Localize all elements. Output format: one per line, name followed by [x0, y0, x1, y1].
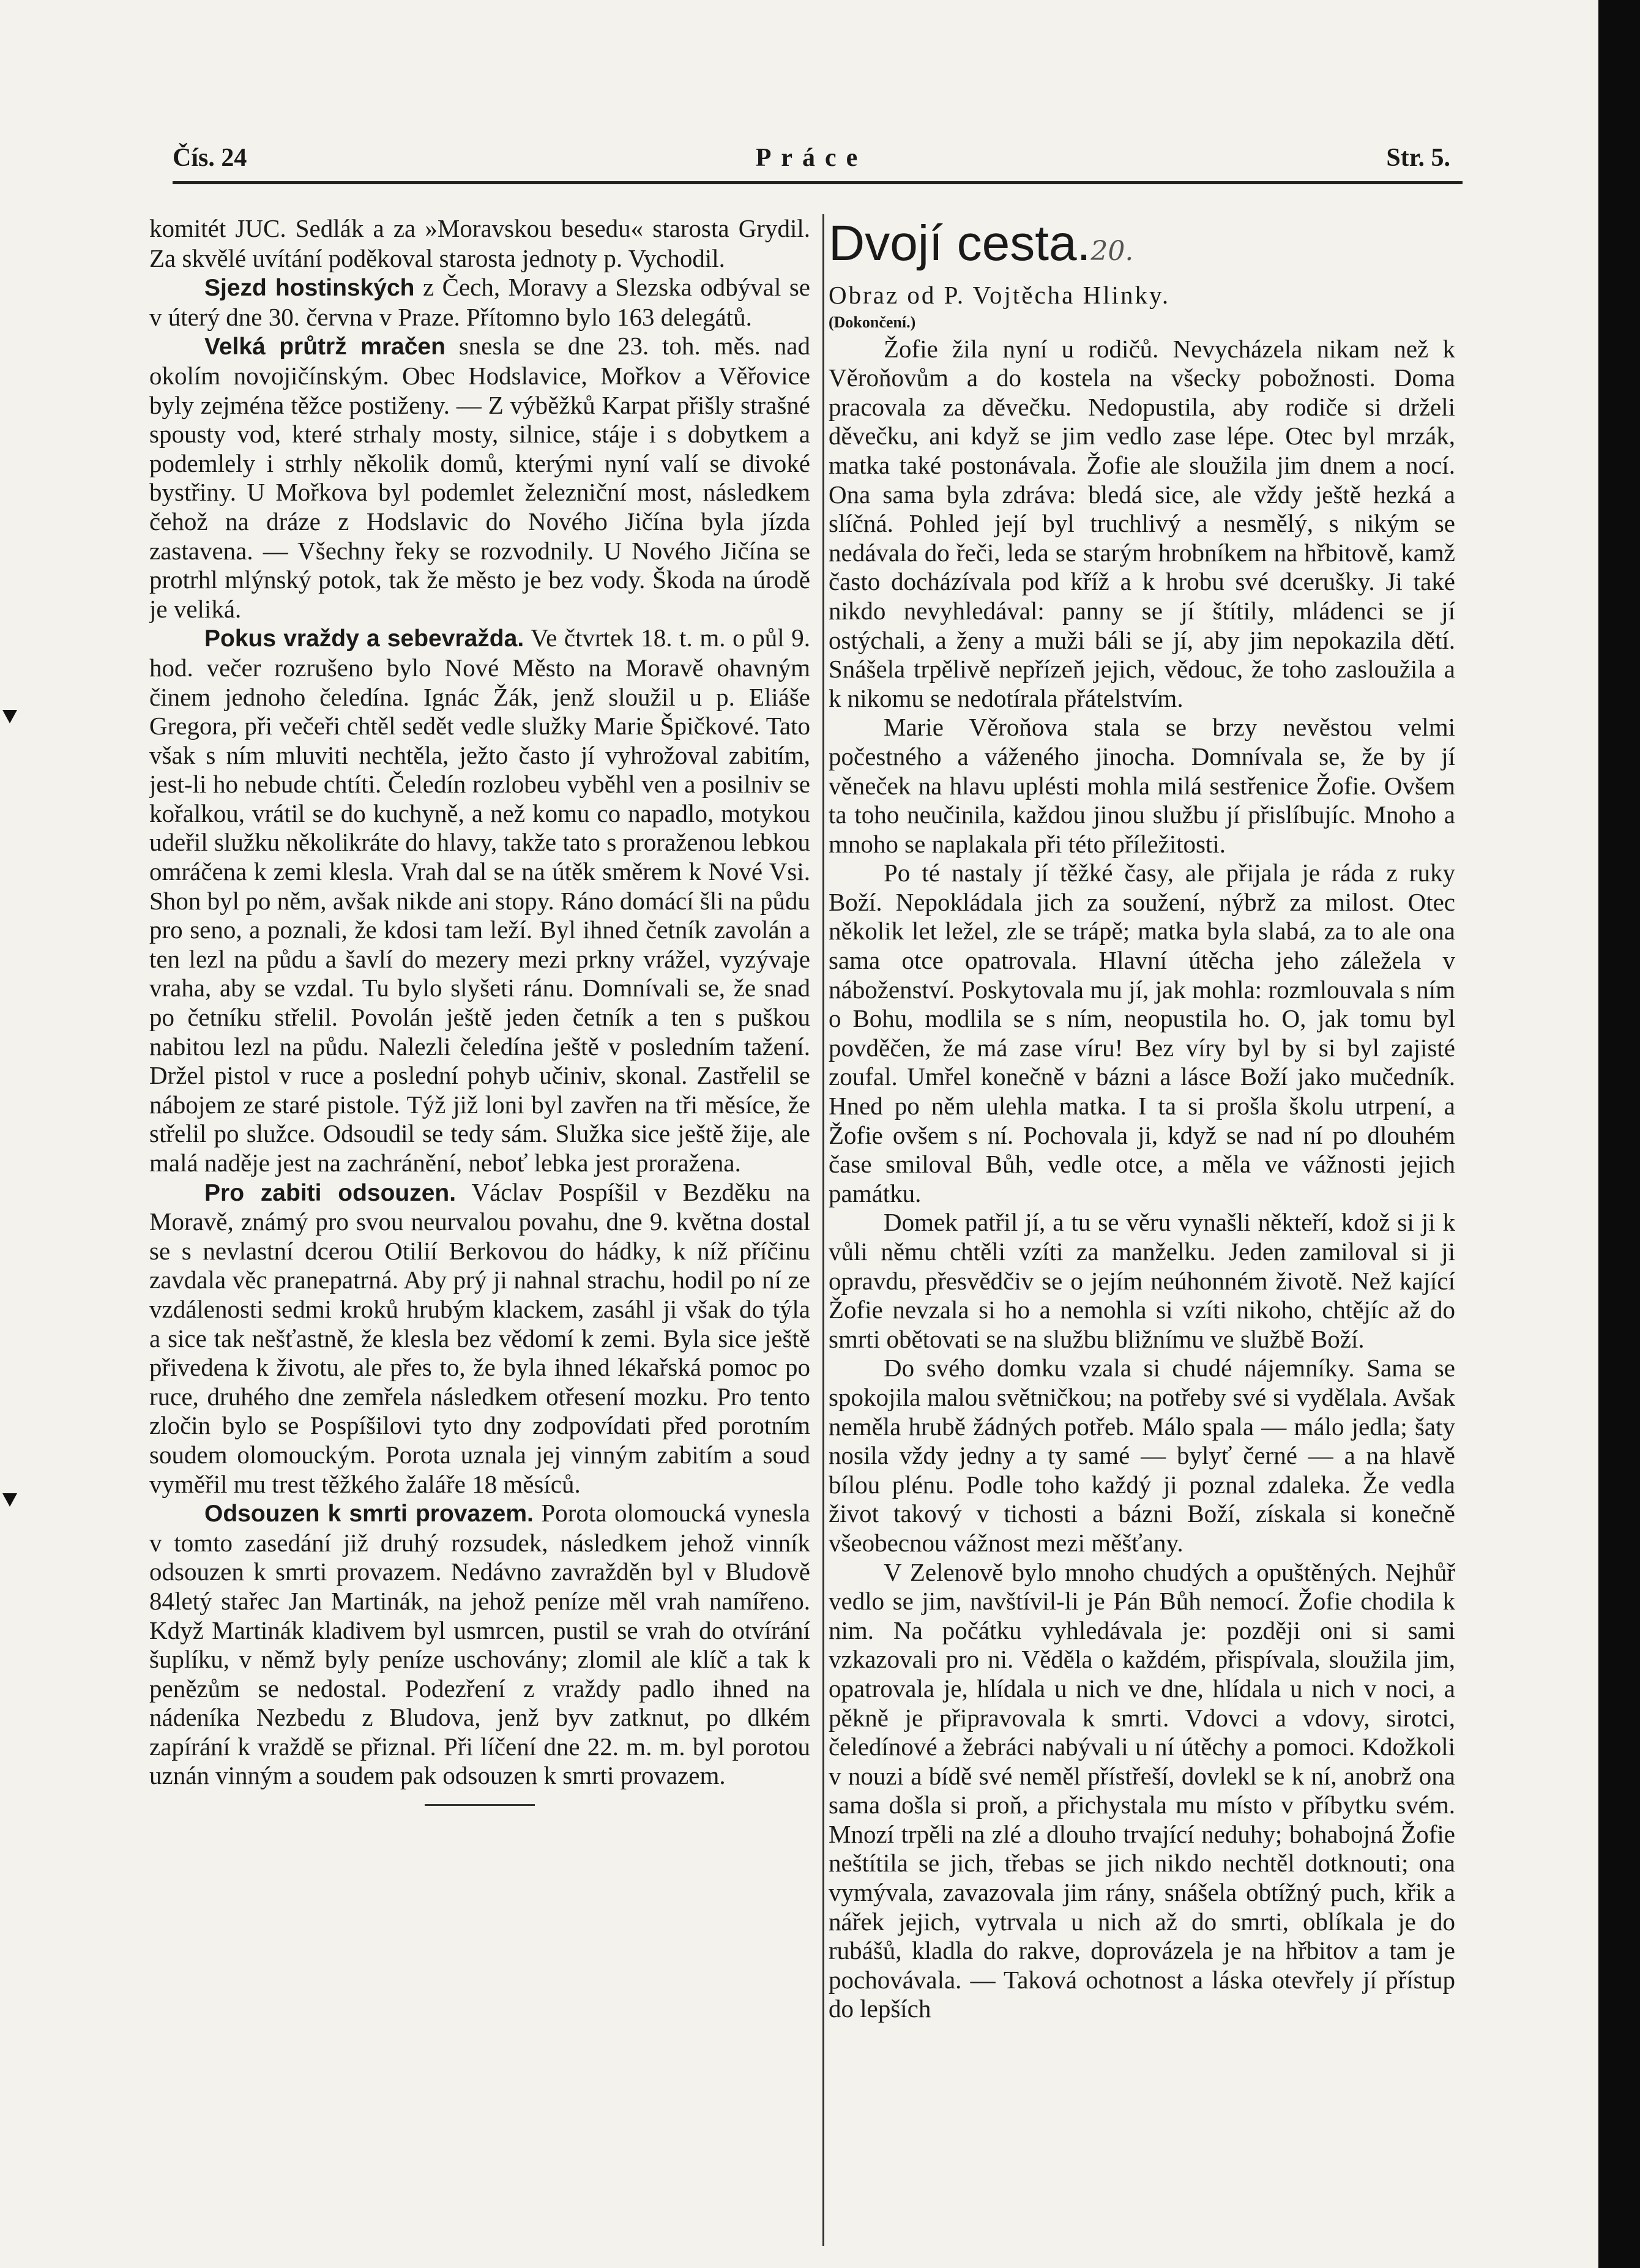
story-status: (Dokončení.) — [829, 313, 916, 331]
story-paragraph: V Zelenově bylo mnoho chudých a opuštěných. Nejhůř vedlo se jim, navštívil-li je Pán Bůh nemocí. Žofie chodila k nim. Na počátku vyhledávala je: později oni si sami vzkazovali pro ni. Věděla o každém, přispívala, sloužila jim, opatrovala je, hlídala u nich ve dne, hlídala u nich v noci, a pěkně je připravovala k smrti. Vdovci a vdovy, sirotci, čeledínové a žebráci nabývali u ní útěchy a pomoci. Kdožkoli v nouzi a bídě své neměl přístřeší, dovlekl se k ní, anobrž ona sama došla si proň, a přichystala mu místo v příbytku svém. Mnozí trpěli na zlé a dlouho trvající neduhy; bohabojná Žofie neštítila se jich, třebas se jich nikdo nechtěl dotknouti; ona vymývala, zavazovala jim rány, snášela obtížný puch, křik a nářek jejich, vytrvala u nich až do smrti, oblíkala je do rubášů, kladla do rakve, doprovázela je na hřbitov a tam je pochovávala. — Taková ochotnost a láska otevřely jí přístup do lepších — [829, 1557, 1455, 2023]
story-byline: Obraz od P. Vojtěcha Hlinky. — [829, 281, 1171, 309]
story-paragraph: Do svého domku vzala si chudé nájemníky. Sama se spokojila malou světničkou; na potřeby své si vydělala. Avšak neměla hrubě žádných potřeb. Málo spala — málo jedla; šaty nosila vždy jedny a ty samé — bylyť černé — a na hlavě bílou plénu. Podle toho každý ji poznal zdaleka. Že vedla život takový v tichosti a bázni Boží, získala si konečně všeobecnou vážnost mezi měšťany. — [829, 1354, 1455, 1557]
page-header — [173, 143, 1450, 180]
page-number: Str. 5. — [1386, 144, 1450, 172]
masthead: Práce — [755, 144, 868, 172]
news-item: Velká průtrž mračen snesla se dne 23. toh. měs. nad okolím novojičínským. Obec Hodslavice, Mořkov a Věřovice byly zejména těžce postiženy. — Z výběžků Karpat přišly strašné spousty vod, které strhaly mosty, silnice, stáje i s dobytkem a podemlely i strhly několik domů, kterými nyní valí se divoké bystřiny. U Mořkova byl podemlet železniční most, následkem čehož na dráze z Hodslavic do Nového Jičína byla jízda zastavena. — Všechny řeky se rozvodnily. U Nového Jičína se protrhl mlýnský potok, tak že město je bez vody. Škoda na úrodě je veliká. — [149, 332, 810, 623]
margin-mark — [2, 710, 17, 723]
news-headline: Pro zabiti odsouzen. — [204, 1179, 457, 1206]
story-paragraph: Domek patřil jí, a tu se věru vynašli někteří, kdož si ji k vůli němu chtěli vzíti za manželku. Jeden zamiloval si ji opravdu, přesvědčiv se o jejím neúhonném životě. Než kající Žofie nevzala si ho a nemohla si vzíti nikoho, chtějíc až do smrti obětovati se na službu bližnímu ve službě Boží. — [829, 1208, 1455, 1353]
news-headline: Odsouzen k smrti provazem. — [204, 1501, 534, 1528]
scan-edge — [1598, 0, 1640, 2268]
handwritten-note: 20. — [1090, 236, 1134, 267]
news-item: komitét JUC. Sedlák a za »Moravskou besedu« starosta Grydil. Za skvělé uvítání poděkoval starosta jednoty p. Vychodil. — [149, 214, 810, 272]
header-rule — [173, 181, 1463, 184]
story-paragraph: Po té nastaly jí těžké časy, ale přijala je ráda z ruky Boží. Nepokládala jich za soužení, nýbrž za milost. Otec několik let ležel, zle se trápě; matka byla slabá, za to ale ona sama otce opatrovala. Hlavní útěcha jeho záležela v náboženství. Poskytovala mu jí, jak mohla: rozmlouvala s ním o Bohu, modlila se s ním, neopustila ho. O, jak tomu byl povděčen, že má zase víru! Bez víry byl by si byl zajisté zoufal. Umřel konečně v bázni a lásce Boží jako mučedník. Hned po něm ulehla matka. I ta si prošla školu utrpení, a Žofie ovšem s ní. Pochovala ji, když se nad ní po dlouhém čase smiloval Bůh, vedle otce, a měla ve vážnosti jejich památku. — [829, 859, 1455, 1207]
end-rule — [425, 1804, 535, 1806]
column-rule — [822, 214, 824, 2246]
story-paragraph: Marie Věroňova stala se brzy nevěstou velmi počestného a váženého jinocha. Domnívala se, že by jí věneček na hlavu uplésti mohla milá sestřenice Žofie. Ovšem ta toho neučinila, každou jinou službu jí přislíbujíc. Mnoho a mnoho se naplakala při této příležitosti. — [829, 713, 1455, 858]
margin-mark — [2, 1493, 17, 1507]
news-item: Sjezd hostinských z Čech, Moravy a Slezska odbýval se v úterý dne 30. června v Praze. Přítomno bylo 163 delegátů. — [149, 273, 810, 331]
right-column — [829, 214, 1455, 2246]
news-headline: Pokus vraždy a sebevražda. — [204, 625, 524, 652]
news-item: Pokus vraždy a sebevražda. Ve čtvrtek 18. t. m. o půl 9. hod. večer rozrušeno bylo Nové Město na Moravě ohavným činem jednoho čeledína. Ignác Žák, jenž sloužil u p. Eliáše Gregora, při večeři chtěl sedět vedle služky Marie Špičkové. Tato však s ním mluviti nechtěla, ježto často jí vyhrožoval zabitím, jest-li ho nebude chtíti. Čeledín rozlobeu vyběhl ven a posilniv se kořalkou, vrátil se do kuchyně, a než komu co napadlo, motykou udeřil služku několikráte do hlavy, takže tato s proraženou lebkou omráčena k zemi klesla. Vrah dal se na útěk směrem k Nové Vsi. Shon byl po něm, avšak nikde ani stopy. Ráno domácí šli na půdu pro seno, a poznali, že kdosi tam leží. Byl ihned četník zavolán a ten lezl na půdu a šavlí do mezery mezi prkny vrážel, vyzývaje vraha, aby se vzdal. Tu bylo slyšeti ránu. Domnívali se, že snad po četníku střelil. Povolán ještě jeden četník a ten s puškou nabitou lezl na půdu. Nalezli čeledína ještě v posledním tažení. Držel pistol v ruce a poslední pohyb učiniv, skonal. Zastřelil se nábojem ze staré pistole. Týž již loni byl zavřen na tři měsíce, že střelil po služce. Odsoudil se tedy sám. Služka sice ještě žije, ale malá naděje jest na zachránění, neboť lebka jest proražena. — [149, 624, 810, 1177]
news-headline: Sjezd hostinských — [204, 275, 415, 302]
news-headline: Velká průtrž mračen — [204, 334, 445, 360]
news-item: Pro zabiti odsouzen. Václav Pospíšil v Bezděku na Moravě, známý pro svou neurvalou povahu, dne 9. května dostal se s nevlastní dcerou Otilií Berkovou do hádky, k níž příčinu zavdala věc pranepatrná. Aby prý ji nahnal strachu, hodil po ní ze vzdálenosti sedmi kroků hrubým klackem, zasáhl ji však do týla a sice tak nešťastně, že klesla bez vědomí k zemi. Byla sice ještě přivedena k životu, ale přes to, že byla ihned lékařská pomoc po ruce, druhého dne zemřela následkem otřesení mozku. Pro tento zločin bylo se Pospíšilovi tyto dny zodpovídati před porotním soudem olomouckým. Porota uznala jej vinným zabitím a soud vyměřil mu trest těžkého žaláře 18 měsíců. — [149, 1177, 810, 1498]
story-title: Dvojí cesta.20. — [829, 215, 1134, 271]
left-column — [149, 214, 810, 2234]
news-item: Odsouzen k smrti provazem. Porota olomoucká vynesla v tomto zasedání již druhý rozsudek, následkem jehož vinník odsouzen k smrti provazem. Nedávno zavražděn byl v Bludově 84letý stařec Jan Martinák, na jehož peníze měl vrah namířeno. Když Martinák kladivem byl usmrcen, pustil se vrah do otvírání šuplíku, v němž byly peníze uschovány; zlomil ale klíč a tak k penězům se nedostal. Podezření z vraždy padlo ihned na nádeníka Nezbedu z Bludova, jenž byv zatknut, po dlkém zapírání k vraždě se přiznal. Při líčení dne 22. m. m. byl porotou uznán vinným a soudem pak odsouzen k smrti provazem. — [149, 1499, 810, 1790]
story-paragraph: Žofie žila nyní u rodičů. Nevycházela nikam než k Věroňovům a do kostela na všecky pobožnosti. Doma pracovala za děvečku. Nedopustila, aby rodiče si drželi děvečku, ani když se jim vedlo zase lépe. Otec byl mrzák, matka také postonávala. Žofie ale sloužila jim dnem a nocí. Ona sama byla zdráva: bledá sice, ale vždy ještě hezká a slíčná. Pohled její byl truchlivý a nesmělý, s nikým se nedávala do řeči, leda se starým hrobníkem na hřbitově, kamž často docházívala pod kříž a k hrobu své dcerušky. Ji také nikdo nevyhledával: panny se jí štítily, mládenci se jí ostýchali, a ženy a muži báli se jí, aby jim nepokazila dětí. Snášela trpělivě nepřízeň jejich, vědouc, že toho zasloužila a k nikomu se nedotírala přátelstvím. — [829, 334, 1455, 712]
issue-number: Čís. 24 — [173, 144, 247, 172]
